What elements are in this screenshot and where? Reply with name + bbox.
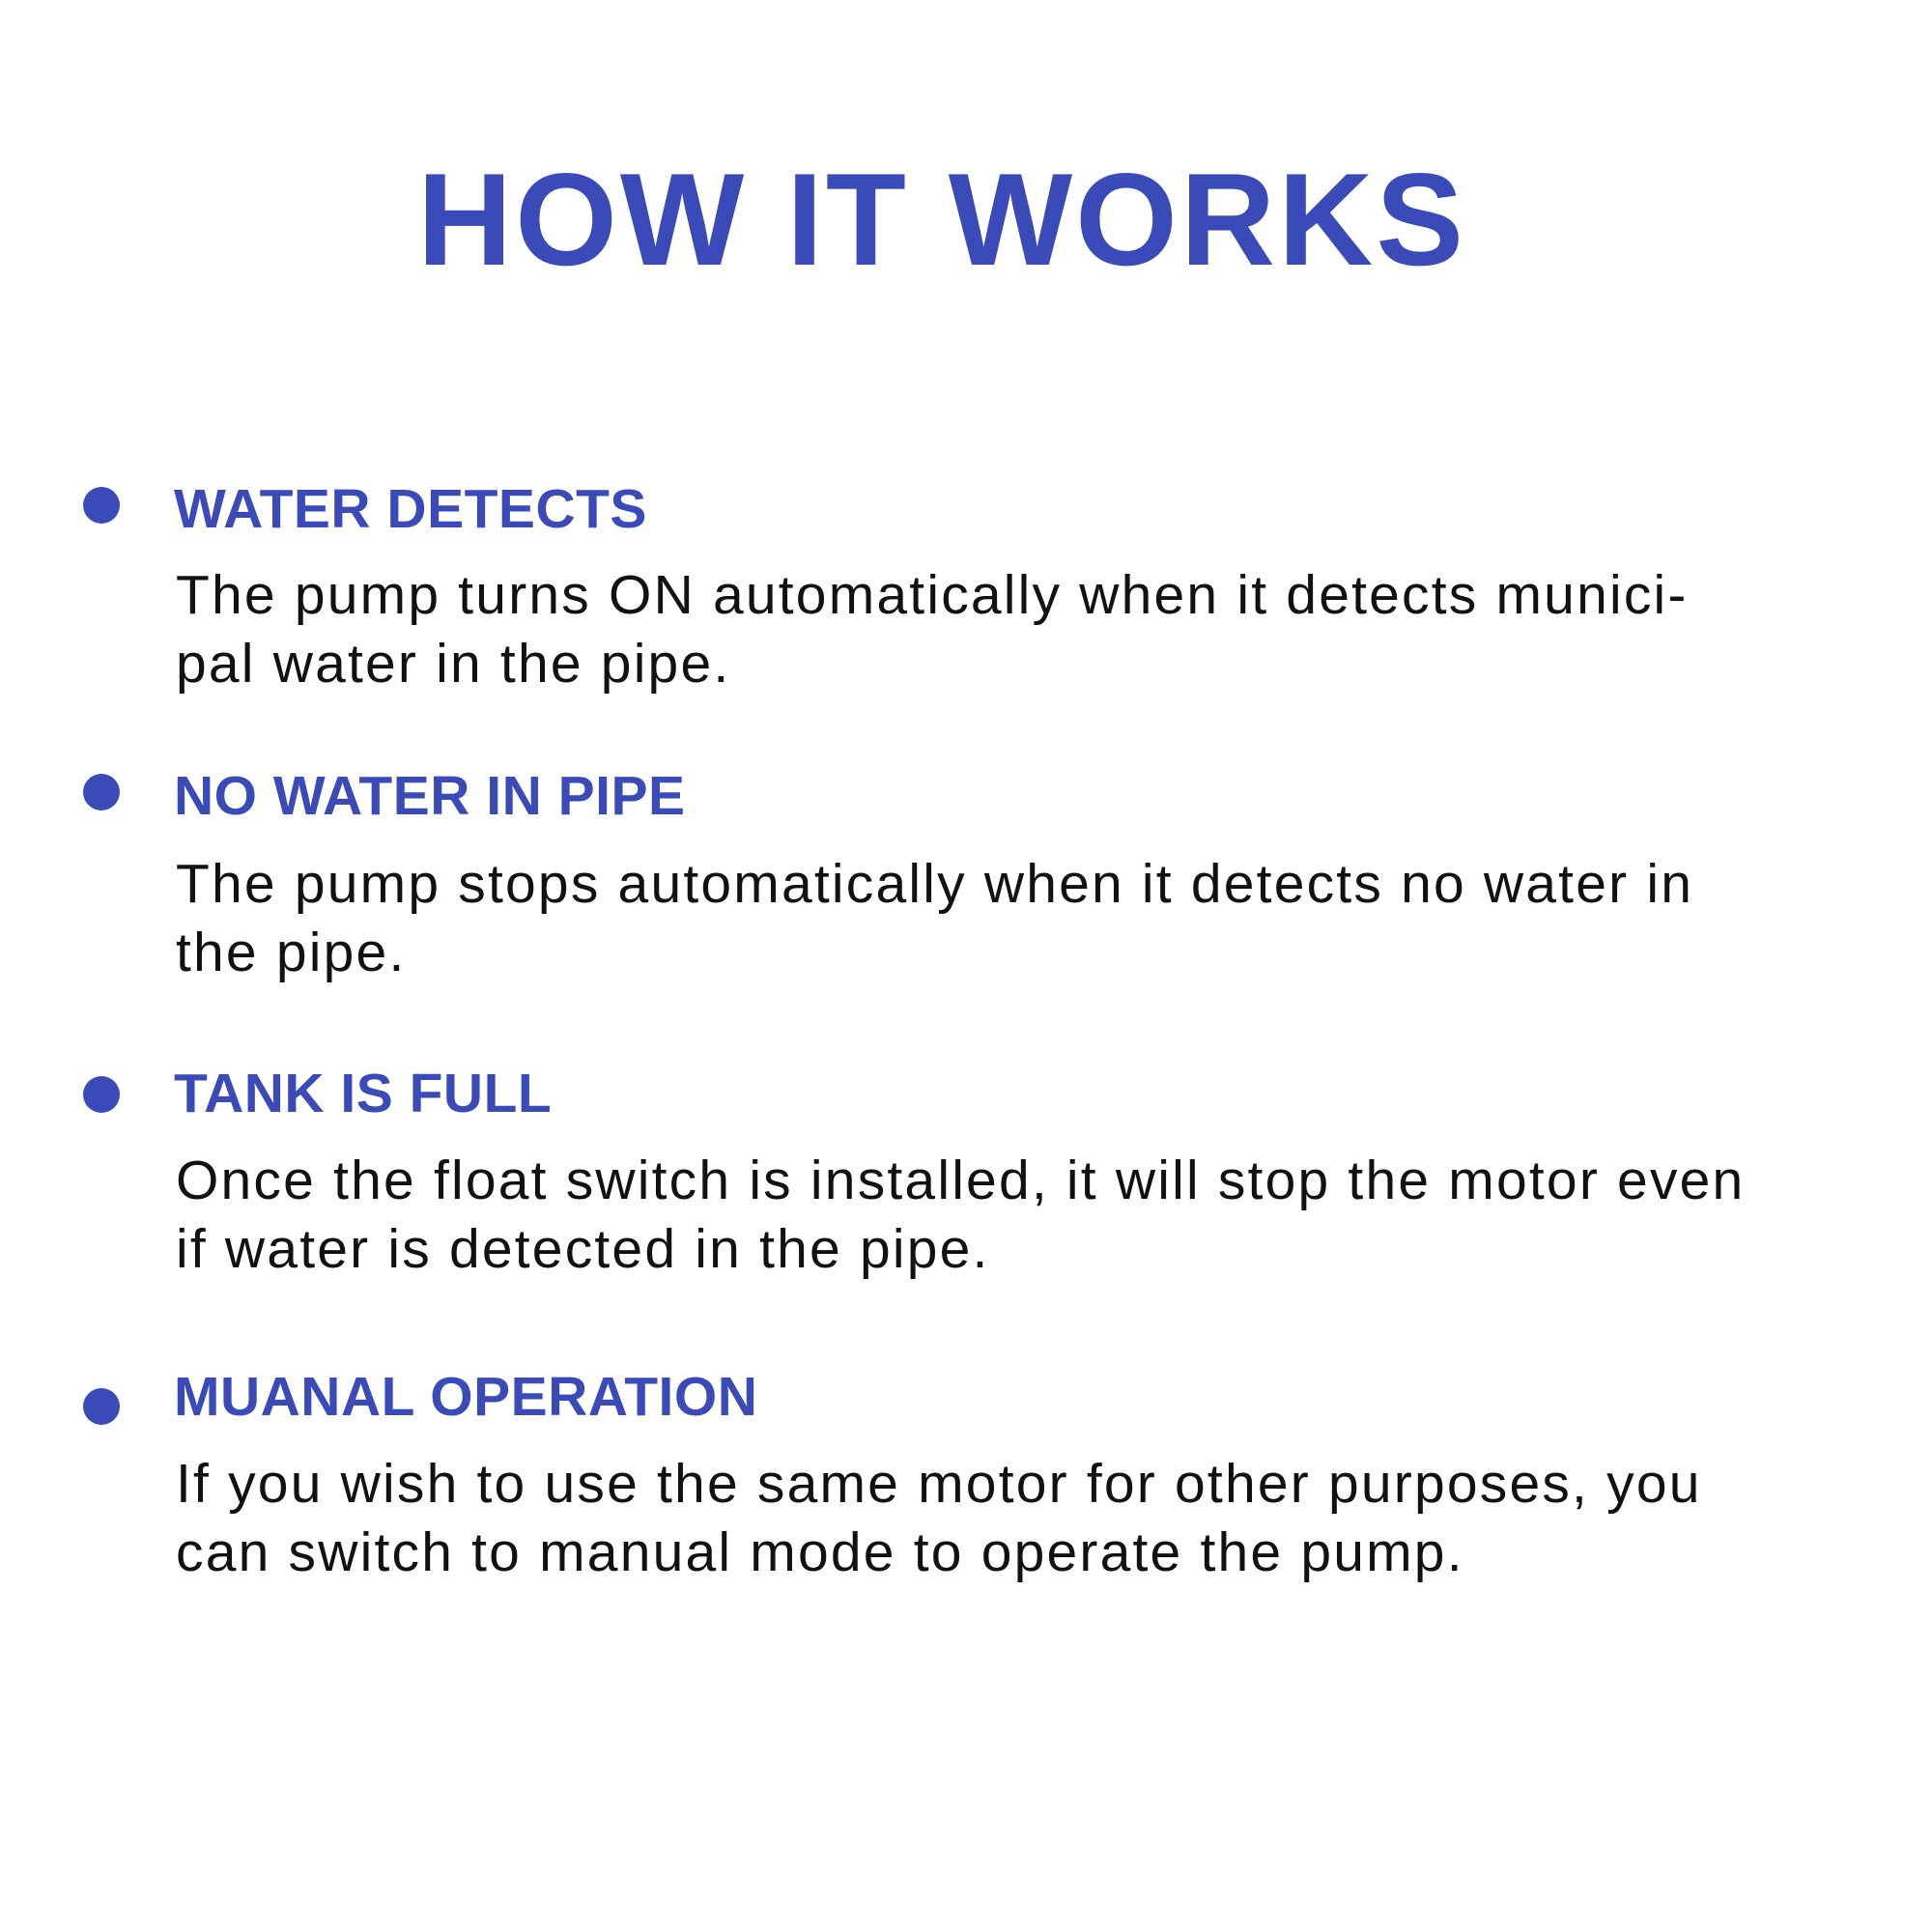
bullet-icon — [83, 1076, 120, 1113]
feature-heading: TANK IS FULL — [174, 1063, 553, 1124]
description-line: If you wish to use the same motor for other purposes, you — [176, 1453, 1702, 1515]
description-line: if water is detected in the pipe. — [176, 1218, 990, 1280]
feature-heading: WATER DETECTS — [174, 478, 647, 540]
feature-description — [176, 1147, 1745, 1284]
feature-heading: NO WATER IN PIPE — [174, 765, 686, 827]
bullet-icon — [83, 774, 120, 810]
page-title: HOW IT WORKS — [416, 146, 1467, 293]
feature-heading: MUANAL OPERATION — [174, 1366, 758, 1428]
description-line: The pump turns ON automatically when it detects munici- — [176, 564, 1689, 626]
description-line: Once the float switch is installed, it will stop the motor even — [176, 1150, 1746, 1211]
description-line: can switch to manual mode to operate the pump. — [176, 1521, 1464, 1583]
feature-description — [176, 1450, 1702, 1587]
bullet-icon — [83, 1388, 120, 1425]
bullet-icon — [83, 487, 120, 524]
feature-description — [176, 850, 1693, 987]
description-line: pal water in the pipe. — [176, 633, 731, 695]
description-line: the pipe. — [176, 922, 407, 983]
description-line: The pump stops automatically when it detects no water in — [176, 853, 1694, 915]
feature-description — [176, 561, 1689, 698]
